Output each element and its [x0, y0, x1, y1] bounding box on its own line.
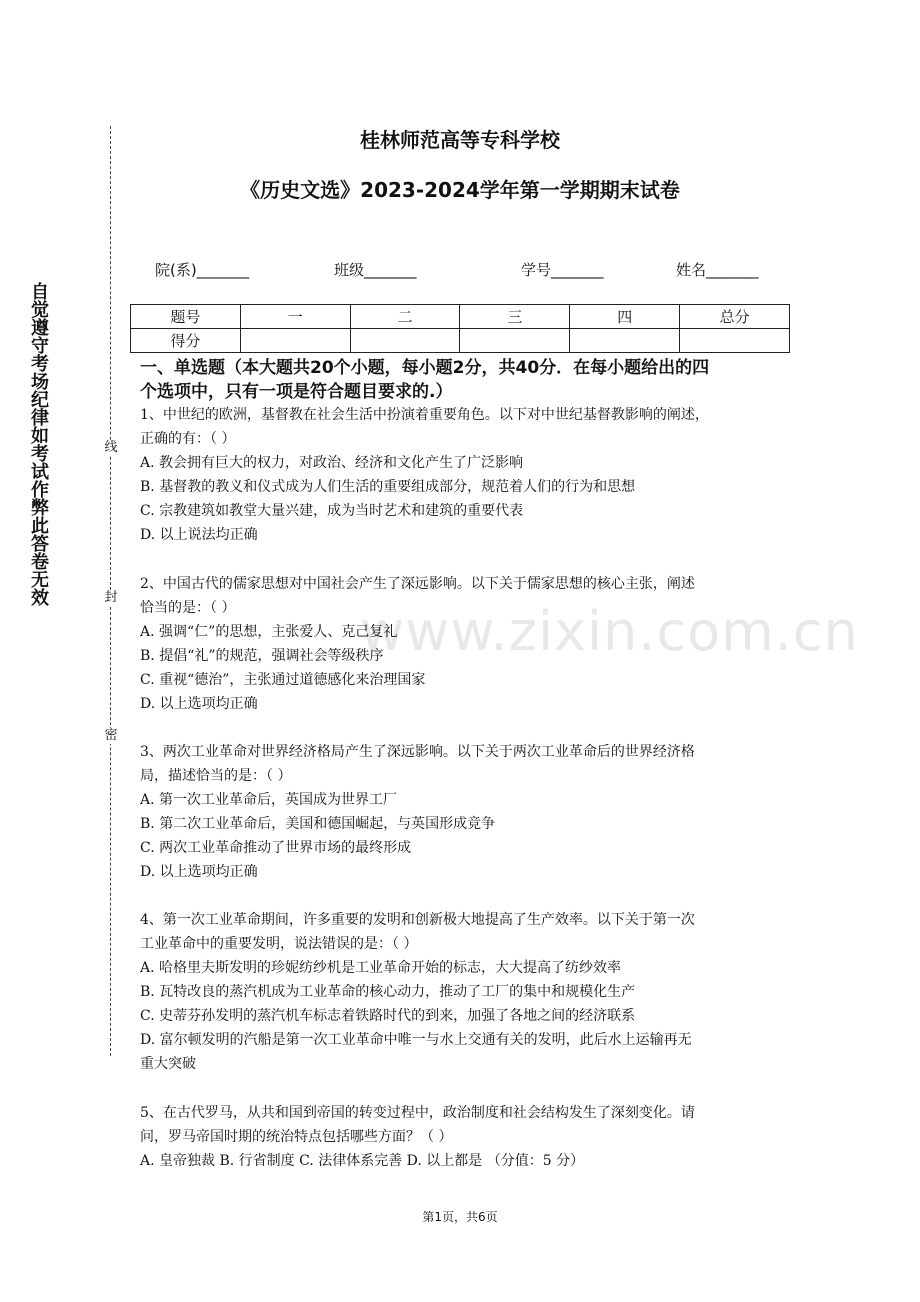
section-heading-line: 个选项中，只有一项是符合题目要求的.） — [140, 382, 453, 402]
section-heading-line: 一、单选题（本大题共20个小题，每小题2分，共40分．在每小题给出的四 — [140, 358, 710, 378]
question-stem: 局，描述恰当的是：（ ） — [140, 768, 292, 784]
question-5 — [140, 1101, 790, 1173]
question-option: C. 史蒂芬孙发明的蒸汽机车标志着铁路时代的到来，加强了各地之间的经济联系 — [140, 1008, 636, 1024]
question-option: D. 以上说法均正确 — [140, 527, 258, 543]
question-option: B. 提倡“礼”的规范，强调社会等级秩序 — [140, 648, 384, 664]
question-stem: 3、两次工业革命对世界经济格局产生了深远影响。以下关于两次工业革命后的世界经济格 — [140, 744, 695, 760]
score-table-header-cell: 四 — [570, 305, 680, 329]
question-option: D. 以上选项均正确 — [140, 696, 258, 712]
question-option: A. 强调“仁”的思想，主张爱人、克己复礼 — [140, 624, 398, 640]
score-table-header-cell: 一 — [240, 305, 350, 329]
watermark: www.zixin.com.cn — [360, 600, 859, 663]
question-stem: 1、中世纪的欧洲，基督教在社会生活中扮演着重要角色。以下对中世纪基督教影响的阐述， — [140, 407, 709, 423]
score-cell — [240, 329, 350, 353]
question-option: D. 富尔顿发明的汽船是第一次工业革命中唯一与水上交通有关的发明，此后水上运输再无 — [140, 1032, 692, 1048]
score-cell — [460, 329, 570, 353]
page-number: 第1页，共6页 — [422, 1210, 498, 1224]
section-1-heading — [140, 356, 790, 404]
score-table-header-cell: 题号 — [131, 305, 241, 329]
question-option: D. 以上选项均正确 — [140, 864, 258, 880]
binding-mark-secret: 密 — [104, 728, 118, 743]
score-row-label: 得分 — [131, 329, 241, 353]
question-option: C. 宗教建筑如教堂大量兴建，成为当时艺术和建筑的重要代表 — [140, 503, 524, 519]
score-table-score-row — [131, 329, 790, 353]
question-1 — [140, 403, 790, 547]
student-id-field: 学号_______ — [521, 261, 604, 279]
question-option: A. 第一次工业革命后，英国成为世界工厂 — [140, 792, 398, 808]
question-stem: 2、中国古代的儒家思想对中国社会产生了深远影响。以下关于儒家思想的核心主张，阐述 — [140, 576, 695, 592]
score-table-header-row — [131, 305, 790, 329]
student-info-row — [0, 259, 920, 281]
score-table-header-cell: 总分 — [680, 305, 790, 329]
question-option: A. 哈格里夫斯发明的珍妮纺纱机是工业革命开始的标志，大大提高了纺纱效率 — [140, 960, 622, 976]
exam-discipline-notice: 自觉遵守考场纪律如考试作弊此答卷无效 — [28, 282, 49, 606]
question-option: C. 两次工业革命推动了世界市场的最终形成 — [140, 840, 412, 856]
question-stem: 4、第一次工业革命期间，许多重要的发明和创新极大地提高了生产效率。以下关于第一次 — [140, 912, 695, 928]
school-name: 桂林师范高等专科学校 — [360, 128, 560, 152]
score-table — [130, 304, 790, 353]
question-stem: 工业革命中的重要发明，说法错误的是：（ ） — [140, 936, 418, 952]
question-stem: 问，罗马帝国时期的统治特点包括哪些方面？（ ） — [140, 1129, 453, 1145]
question-stem: 正确的有：（ ） — [140, 431, 236, 447]
department-field: 院(系)_______ — [155, 261, 250, 279]
question-4 — [140, 908, 790, 1076]
class-field: 班级_______ — [334, 261, 417, 279]
name-field: 姓名_______ — [676, 261, 759, 279]
score-cell — [680, 329, 790, 353]
score-cell — [570, 329, 680, 353]
binding-mark-seal: 封 — [104, 590, 118, 605]
question-option: 重大突破 — [140, 1056, 196, 1072]
score-table-header-cell: 三 — [460, 305, 570, 329]
question-option: C. 重视“德治”，主张通过道德感化来治理国家 — [140, 672, 426, 688]
question-option: A. 教会拥有巨大的权力，对政治、经济和文化产生了广泛影响 — [140, 455, 524, 471]
score-table-header-cell: 二 — [350, 305, 460, 329]
exam-title: 《历史文选》2023-2024学年第一学期期末试卷 — [240, 178, 680, 202]
question-option: A. 皇帝独裁 B. 行省制度 C. 法律体系完善 D. 以上都是 （分值：5 分） — [140, 1153, 585, 1169]
question-stem: 5、在古代罗马，从共和国到帝国的转变过程中，政治制度和社会结构发生了深刻变化。请 — [140, 1105, 695, 1121]
question-option: B. 基督教的教义和仪式成为人们生活的重要组成部分，规范着人们的行为和思想 — [140, 479, 636, 495]
question-option: B. 第二次工业革命后，美国和德国崛起，与英国形成竞争 — [140, 816, 496, 832]
question-option: B. 瓦特改良的蒸汽机成为工业革命的核心动力，推动了工厂的集中和规模化生产 — [140, 984, 636, 1000]
score-cell — [350, 329, 460, 353]
question-3 — [140, 740, 790, 884]
question-stem: 恰当的是：（ ） — [140, 600, 236, 616]
binding-mark-line: 线 — [104, 440, 118, 455]
